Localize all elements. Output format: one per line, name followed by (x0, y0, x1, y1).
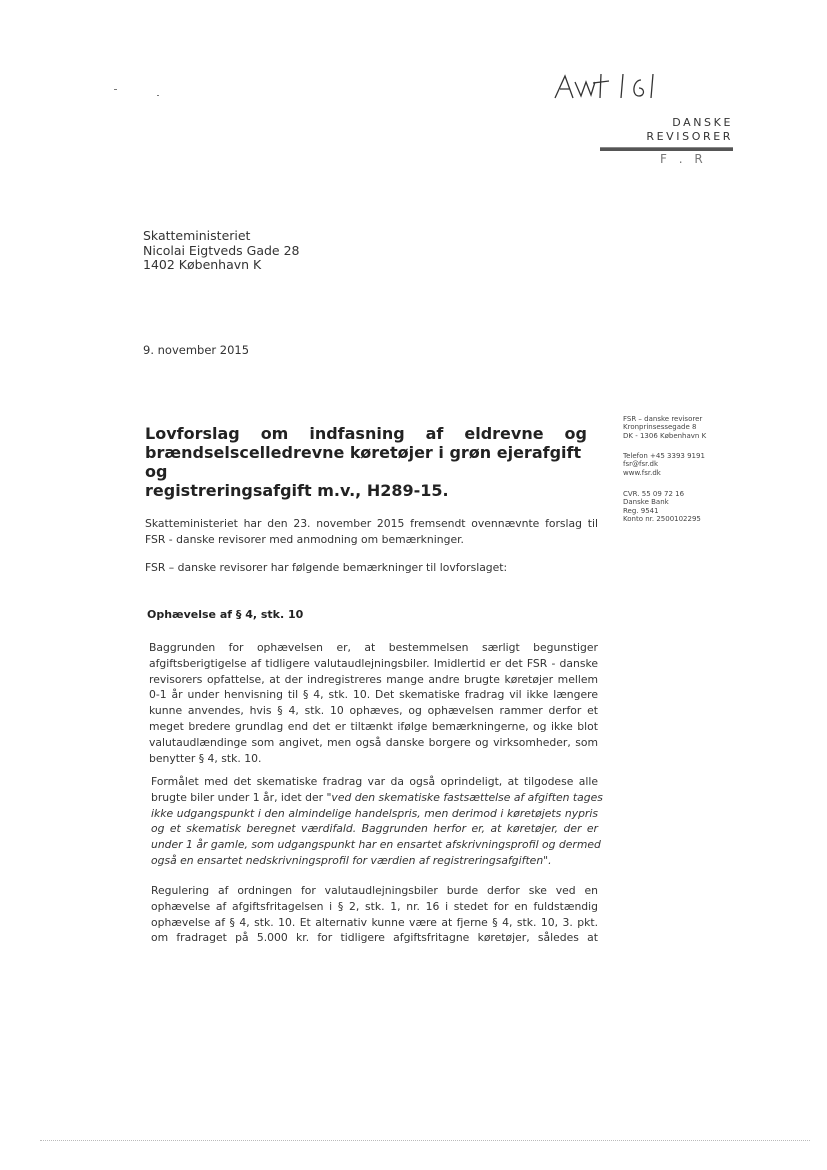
sender-contact (623, 452, 773, 477)
sender-phone: Telefon +45 3393 9191 (623, 452, 705, 460)
title-word: om (260, 424, 289, 443)
title-line3: registreringsafgift m.v., H289-15. (145, 481, 449, 500)
sender-bank-name: Danske Bank (623, 498, 669, 507)
page-edge-line (40, 1140, 810, 1141)
paragraph-3 (151, 883, 598, 946)
quote-line: ikke udgangspunkt i den almindelige handelspris, men derimod i køretøjets nypris (151, 806, 598, 820)
paragraph-line-mixed (151, 790, 603, 806)
title-word: og (564, 424, 587, 443)
paragraph-line: meget bredere grundlag end det er tiltænkt ifølge bemærkningerne, og ikke blot (149, 719, 598, 733)
paragraph-line: ophævelse af § 4, stk. 10. Et alternativ kunne være at fjerne § 4, stk. 10, 3. pkt. (151, 915, 598, 929)
paragraph-line: revisorers opfattelse, at der indregistreres mange andre brugte køretøjer mellem (149, 672, 598, 686)
quote-line: og et skematisk beregnet værdifald. Baggrunden herfor er, at køretøjer, der er (151, 822, 598, 836)
paragraph-1 (149, 640, 598, 766)
title-line2: brændselscelledrevne køretøjer i grøn ejerafgift og (145, 443, 582, 481)
sender-cvr: CVR. 55 09 72 16 (623, 490, 685, 498)
paragraph-line: Formålet med det skematiske fradrag var da også oprindeligt, at tilgodese alle (151, 775, 598, 788)
title-word: Lovforslag (145, 424, 240, 443)
intro-line: Skatteministeriet har den 23. november 2015 fremsendt ovennævnte forslag til (145, 517, 598, 530)
plain-text: brugte biler under 1 år, idet der (151, 790, 327, 804)
paragraph-2 (151, 774, 603, 869)
scan-speck (157, 95, 159, 96)
title-word: af (425, 424, 444, 443)
sender-city: DK - 1306 København K (623, 431, 707, 440)
received-stamp: F . R (660, 152, 707, 166)
handwritten-annotation (553, 68, 683, 110)
quote-line: under 1 år gamle, som udgangspunkt har en ensartet afskrivningsprofil og dermed (151, 838, 601, 852)
sender-web: www.fsr.dk (623, 468, 661, 477)
logo-line2: REVISORER (646, 130, 733, 143)
paragraph-line: valutaudlændinge som angivet, men også danske borgere og virksomheder, som (149, 735, 598, 749)
section-heading: Ophævelse af § 4, stk. 10 (147, 608, 304, 621)
logo-line1: DANSKE (672, 116, 733, 129)
recipient-street: Nicolai Eigtveds Gade 28 (143, 242, 300, 258)
sender-bank (623, 490, 773, 523)
paragraph-line: 0-1 år under henvisning til § 4, stk. 10. Det skematiske fradrag vil ikke længere (149, 688, 598, 702)
recipient-name: Skatteministeriet (143, 228, 251, 243)
recipient-address (143, 229, 300, 273)
sender-reg: Reg. 9541 (623, 506, 659, 515)
intro-paragraph (145, 516, 598, 548)
sender-org: FSR – danske revisorer (623, 415, 703, 423)
title-word: eldrevne (464, 424, 544, 443)
paragraph-line: afgiftsberigtigelse af tidligere valutaudlejningsbiler. Imidlertid er det FSR - danske (149, 656, 598, 670)
quote-text: "ved den skematiske fastsættelse af afgiften tages (326, 790, 603, 804)
fsr-logo (600, 116, 733, 151)
title-word: indfasning (309, 424, 405, 443)
paragraph-line: Regulering af ordningen for valutaudlejningsbiler burde derfor ske ved en (151, 884, 598, 897)
paragraph-line: kunne anvendes, hvis § 4, stk. 10 ophæves, og ophævelsen rammer derfor et (149, 704, 598, 718)
quote-line: også en ensartet nedskrivningsprofil for værdien af registreringsafgiften". (151, 853, 552, 867)
title-line1 (145, 424, 587, 443)
scan-speck (114, 89, 117, 90)
paragraph-line: ophævelse af afgiftsfritagelsen i § 2, stk. 1, nr. 16 i stedet for en fuldstændig (151, 899, 598, 913)
letter-title (145, 424, 587, 500)
paragraph-line: om fradraget på 5.000 kr. for tidligere afgiftsfritagne køretøjer, således at (151, 931, 598, 945)
remarks-intro: FSR – danske revisorer har følgende bemærkninger til lovforslaget: (145, 561, 508, 574)
sender-email: fsr@fsr.dk (623, 460, 659, 469)
sender-address (623, 415, 773, 440)
sender-account: Konto nr. 2500102295 (623, 514, 701, 523)
paragraph-line: Baggrunden for ophævelsen er, at bestemmelsen særligt begunstiger (149, 641, 598, 654)
logo-rule (600, 147, 733, 151)
sender-street: Kronprinsessegade 8 (623, 423, 697, 432)
intro-line: FSR - danske revisorer med anmodning om bemærkninger. (145, 532, 464, 546)
paragraph-line: benytter § 4, stk. 10. (149, 751, 262, 765)
letter-date: 9. november 2015 (143, 343, 250, 357)
recipient-city: 1402 København K (143, 257, 262, 272)
